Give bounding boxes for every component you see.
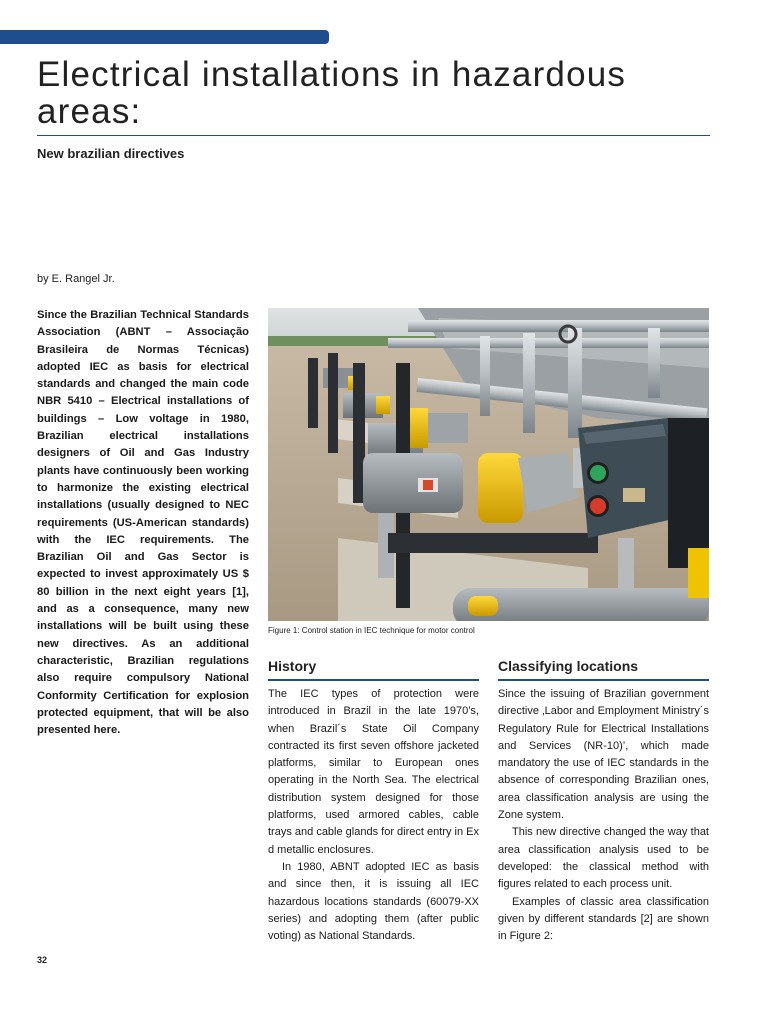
history-heading-rule — [268, 679, 479, 681]
figure-photo — [268, 308, 709, 621]
article-title: Electrical installations in hazardous areas: — [37, 55, 627, 131]
title-divider — [37, 135, 710, 136]
classifying-paragraph-2: This new directive changed the way that area classification analysis used to be developed: the classical method with figures related to each process unit. — [498, 826, 709, 891]
intro-paragraph: Since the Brazilian Technical Standards Association (ABNT – Associação Brasileira de Normas Técnicas) adopted IEC as basis for electrical standards and changed the main code NBR 5410 – Electrical installations of buildings – Low voltage in 1980, Brazilian electrical installations designers of Oil and Gas Industry plants have continuously been working to harmonize the existing electrical installations (usually designed to NEC requirements (US-American standards) with the IEC requirements. The Brazilian Oil and Gas Sector is expected to invest approximately US $ 80 billion in the next eight years [1], and as a consequence, many new installations will be built using these new directives. As an additional characteristic, Brazilian regulations also require compulsory National Conformity Certification for explosion protected equipment, that will be also presented here. — [37, 309, 249, 737]
classifying-heading-rule — [498, 679, 709, 681]
pump-station-illustration — [268, 308, 709, 621]
author-byline: by E. Rangel Jr. — [37, 273, 115, 285]
history-paragraph-2: In 1980, ABNT adopted IEC as basis and since then, it is issuing all IEC hazardous locations standards (60079-XX series) and adopting them (after public voting) as National Standards. — [268, 860, 479, 943]
classifying-heading: Classifying locations — [498, 658, 639, 674]
article-subtitle: New brazilian directives — [37, 146, 185, 161]
page-number: 32 — [37, 955, 48, 965]
history-paragraph-1: The IEC types of protection were introduced in Brazil in the late 1970’s, when Brazil´s State Oil Company contracted its first seven offshore jacketed platforms, similar to European ones operating in the North Sea. The electrical distribution system designed for those platforms, used armored cables, cable trays and cable glands for direct entry in Ex d metallic enclosures. — [268, 688, 479, 856]
classifying-body — [498, 686, 709, 945]
classifying-paragraph-1: Since the issuing of Brazilian government directive ‚Labor and Employment Ministry´s Regulatory Rule for Electrical Installations and Services (NR-10)’, which made mandatory the use of IEC standards in the absence of corresponding Brazilian ones, area classification analysis are using the Zone system. — [498, 688, 709, 822]
classifying-paragraph-3: Examples of classic area classification given by different standards [2] are shown in Figure 2: — [498, 895, 709, 943]
figure-caption: Figure 1: Control station in IEC technique for motor control — [268, 626, 475, 635]
history-body — [268, 686, 479, 945]
history-heading: History — [268, 658, 317, 674]
top-accent-bar — [0, 30, 329, 44]
